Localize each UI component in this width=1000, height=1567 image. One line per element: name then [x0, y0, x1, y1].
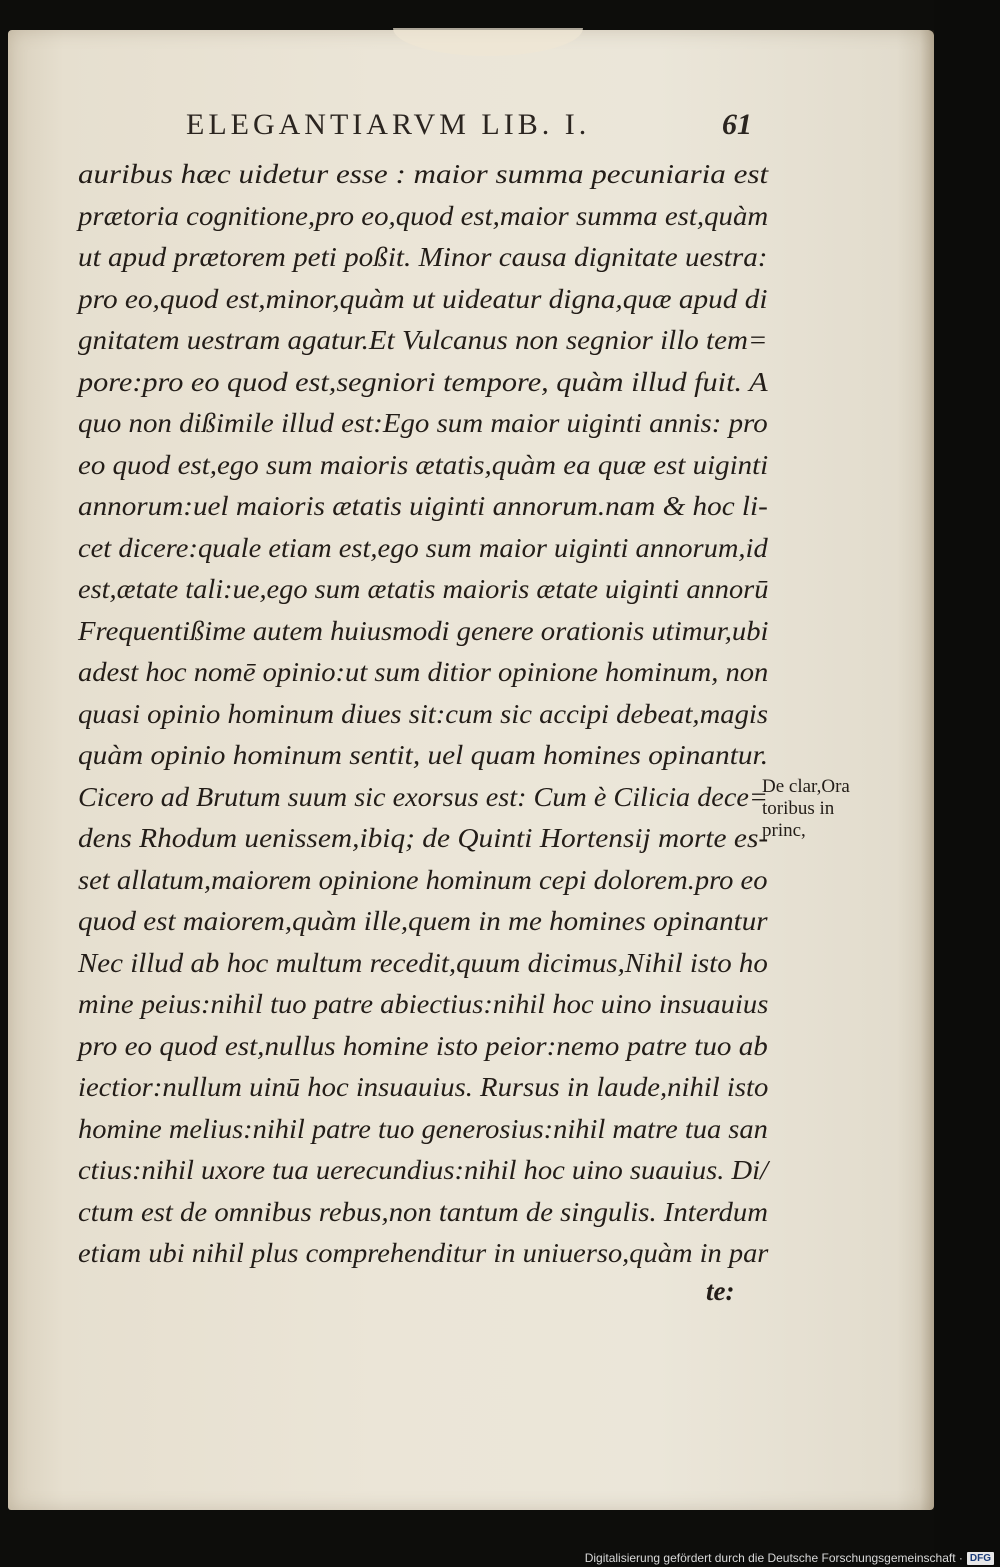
text-line: quo non dißimile illud est:Ego sum maior uiginti annis: pro	[78, 407, 768, 438]
text-line: est,ætate tali:ue,ego sum ætatis maioris ætate uiginti annorū	[78, 573, 769, 604]
text-line: adest hoc nomē opinio:ut sum ditior opinione hominum, non	[78, 656, 769, 687]
text-line: ut apud prætorem peti poßit. Minor causa dignitate uestra:	[78, 241, 768, 272]
text-line: cet dicere:quale etiam est,ego sum maior uiginti annorum,id	[78, 531, 768, 563]
running-title: ELEGANTIARVM LIB. I.	[186, 108, 591, 141]
text-line: auribus hæc uidetur esse : maior summa pecuniaria est	[78, 158, 769, 189]
text-line: dens Rhodum uenissem,ibiq; de Quinti Hortensij morte es-	[78, 822, 769, 853]
text-line: prætoria cognitione,pro eo,quod est,maior summa est,quàm	[78, 199, 769, 231]
running-header	[186, 108, 776, 148]
text-line: quàm opinio hominum sentit, uel quam homines opinantur.	[78, 739, 769, 770]
digitization-footer	[585, 1550, 994, 1566]
dfg-logo-icon: DFG	[967, 1552, 994, 1565]
text-line: ctius:nihil uxore tua uerecundius:nihil hoc uino suauius. Di/	[78, 1154, 769, 1185]
text-line: set allatum,maiorem opinione hominum cepi dolorem.pro eo	[78, 863, 768, 895]
text-line: Frequentißime autem huiusmodi genere orationis utimur,ubi	[78, 614, 769, 646]
marginal-note	[762, 776, 902, 842]
page-number: 61	[722, 108, 752, 141]
text-line: homine melius:nihil patre tuo generosius:nihil matre tua san	[78, 1112, 768, 1144]
text-line: pro eo,quod est,minor,quàm ut uideatur digna,quæ apud di	[78, 282, 768, 314]
text-line: ctum est de omnibus rebus,non tantum de singulis. Interdum	[78, 1195, 768, 1227]
text-line: quasi opinio hominum diues sit:cum sic accipi debeat,magis	[78, 697, 768, 729]
paper-wear	[393, 28, 583, 56]
footer-credit: Digitalisierung gefördert durch die Deutsche Forschungsgemeinschaft ·	[584, 1551, 963, 1565]
text-line: gnitatem uestram agatur.Et Vulcanus non segnior illo tem=	[78, 324, 768, 355]
text-line: pro eo quod est,nullus homine isto peior:nemo patre tuo ab	[78, 1029, 768, 1061]
text-line: annorum:uel maioris ætatis uiginti annorum.nam & hoc li-	[78, 490, 768, 521]
text-line: pore:pro eo quod est,segniori tempore, quàm illud fuit. A	[78, 365, 768, 397]
marginal-note-line: toribus in	[762, 798, 835, 819]
marginal-note-line: princ,	[762, 820, 806, 841]
text-line: etiam ubi nihil plus comprehenditur in uniuerso,quàm in par	[78, 1237, 769, 1268]
text-line: quod est maiorem,quàm ille,quem in me homines opinantur	[78, 905, 768, 936]
text-line: Nec illud ab hoc multum recedit,quum dicimus,Nihil isto ho	[78, 946, 768, 978]
catchword: te:	[706, 1276, 735, 1306]
text-line: Cicero ad Brutum suum sic exorsus est: Cum è Cilicia dece=	[78, 780, 768, 812]
scan-background-edge	[934, 0, 1000, 1567]
text-line: iectior:nullum uinū hoc insuauius. Rursus in laude,nihil isto	[78, 1071, 769, 1102]
text-line: eo quod est,ego sum maioris ætatis,quàm ea quæ est uiginti	[78, 448, 769, 480]
marginal-note-line: De clar,Ora	[762, 776, 850, 797]
text-line: mine peius:nihil tuo patre abiectius:nihil hoc uino insuauius	[78, 988, 769, 1019]
page-gutter-shadow	[920, 30, 934, 1510]
